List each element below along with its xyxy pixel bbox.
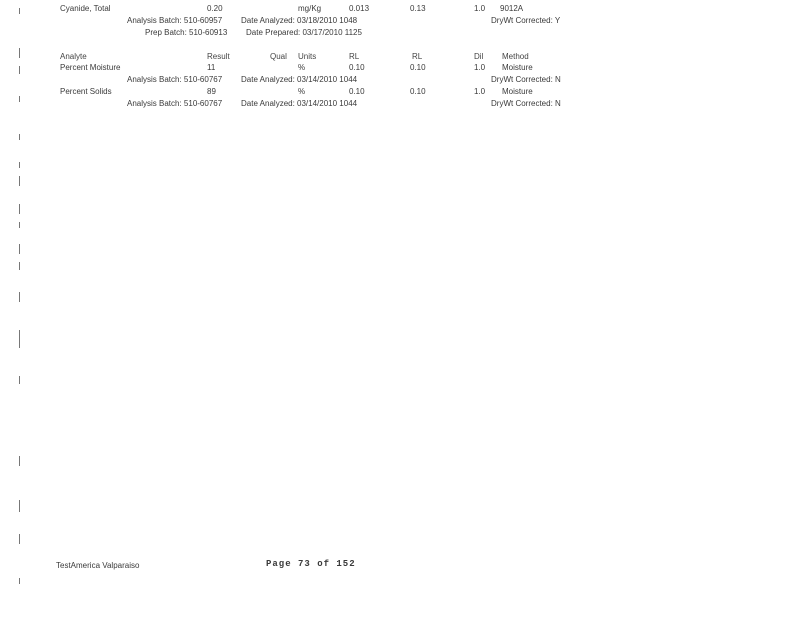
margin-tick [19,456,20,466]
dil-value: 1.0 [474,63,486,72]
analyte-name: Percent Solids [60,87,112,96]
dil-value: 1.0 [474,4,486,13]
units-value: mg/Kg [298,4,322,13]
margin-tick [19,578,20,584]
analyte-name: Cyanide, Total [60,4,111,13]
margin-tick [19,244,20,254]
margin-tick [19,376,20,384]
drywt-corrected: DryWt Corrected: N [491,75,561,84]
margin-tick [19,96,20,102]
margin-tick [19,176,20,186]
margin-tick [19,48,20,58]
header-method: Method [502,52,529,61]
analyte-name: Percent Moisture [60,63,121,72]
prep-batch: Prep Batch: 510-60913 [145,28,228,37]
rl2-value: 0.10 [410,63,426,72]
rl-value: 0.10 [349,87,365,96]
header-dil: Dil [474,52,484,61]
result-value: 0.20 [207,4,223,13]
header-rl: RL [349,52,360,61]
date-analyzed: Date Analyzed: 03/18/2010 1048 [241,16,358,25]
result-value: 89 [207,87,216,96]
rl-value: 0.013 [349,4,370,13]
margin-tick [19,8,20,14]
margin-tick [19,222,20,228]
date-analyzed: Date Analyzed: 03/14/2010 1044 [241,75,358,84]
analysis-batch: Analysis Batch: 510-60767 [127,99,223,108]
margin-tick [19,500,20,512]
margin-tick [19,162,20,168]
units-value: % [298,87,306,96]
margin-tick [19,534,20,544]
margin-tick [19,330,20,348]
method-value: 9012A [500,4,524,13]
footer-company: TestAmerica Valparaiso [56,561,140,570]
result-value: 11 [207,63,216,72]
date-prepared: Date Prepared: 03/17/2010 1125 [246,28,362,37]
analysis-batch: Analysis Batch: 510-60767 [127,75,223,84]
units-value: % [298,63,306,72]
margin-tick [19,134,20,140]
margin-tick [19,204,20,214]
rl-value: 0.10 [349,63,365,72]
dil-value: 1.0 [474,87,486,96]
margin-tick [19,262,20,270]
margin-tick [19,66,20,74]
method-value: Moisture [502,63,533,72]
mdl-value: 0.13 [410,4,426,13]
drywt-corrected: DryWt Corrected: N [491,99,561,108]
header-analyte: Analyte [60,52,87,61]
page-number: Page 73 of 152 [266,559,356,569]
drywt-corrected: DryWt Corrected: Y [491,16,561,25]
analysis-batch: Analysis Batch: 510-60957 [127,16,223,25]
header-qual: Qual [270,52,287,61]
margin-tick [19,292,20,302]
header-units: Units [298,52,317,61]
header-result: Result [207,52,230,61]
rl2-value: 0.10 [410,87,426,96]
method-value: Moisture [502,87,533,96]
date-analyzed: Date Analyzed: 03/14/2010 1044 [241,99,358,108]
header-rl-2: RL [412,52,423,61]
